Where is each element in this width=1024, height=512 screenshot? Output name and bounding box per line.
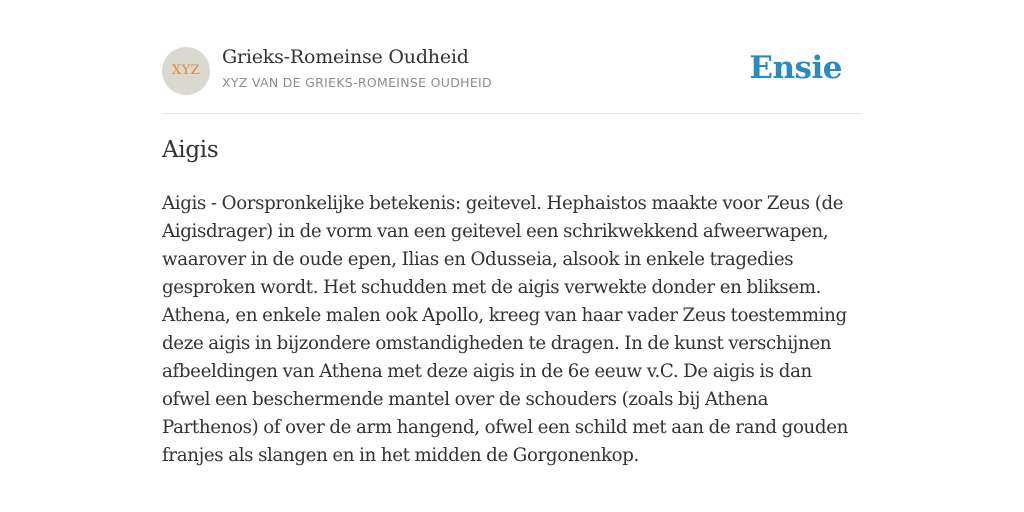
entry-card [162, 0, 862, 466]
source-header [162, 0, 862, 114]
source-subtitle: XYZ VAN DE GRIEKS-ROMEINSE OUDHEID [222, 75, 492, 90]
entry-title: Aigis [162, 137, 219, 163]
entry-body: Aigis - Oorspronkelijke betekenis: geitevel. Hephaistos maakte voor Zeus (de Aigisdrager) in de vorm van een geitevel een schrikwekkend afweerwapen, waarover in de oude epen, Ilias en Odusseia, alsook in enkele tragedies gesproken wordt. Het schudden met de aigis verwekte donder en bliksem. Athena, en enkele malen ook Apollo, kreeg van haar vader Zeus toestemming deze aigis in bijzondere omstandigheden te dragen. In de kunst verschijnen afbeeldingen van Athena met deze aigis in de 6e eeuw v.C. De aigis is dan ofwel een beschermende mantel over de schouders (zoals bij Athena Parthenos) of over de arm hangend, ofwel een schild met aan de rand gouden franjes als slangen en in het midden de Gorgonenkop. [162, 193, 848, 466]
ensie-logo-link[interactable]: Ensie [749, 50, 842, 86]
source-avatar[interactable]: XYZ [162, 47, 210, 95]
source-name-link[interactable]: Grieks-Romeinse Oudheid [222, 46, 469, 68]
